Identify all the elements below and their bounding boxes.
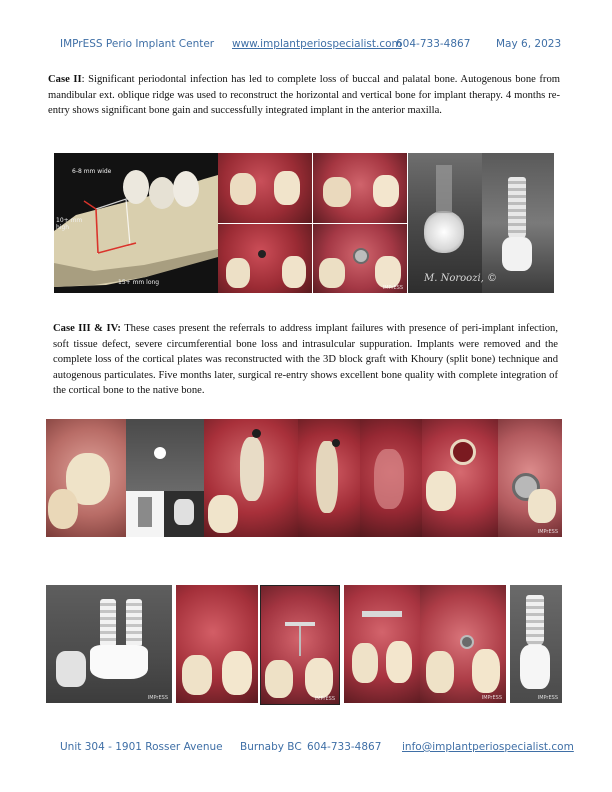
clinical-photo-case4-2 <box>260 585 340 705</box>
watermark-logo: IMPrESS <box>382 285 403 291</box>
xray-case4-1 <box>46 585 172 703</box>
clinical-photo-case3-6 <box>498 419 562 537</box>
email-link[interactable]: info@implantperiospecialist.com <box>402 741 574 753</box>
clinical-photo-case3-3 <box>298 419 360 537</box>
clinical-photo-case4-1 <box>176 585 258 703</box>
header-date: May 6, 2023 <box>496 38 562 50</box>
footer-phone: 604-733-4867 <box>307 741 382 753</box>
watermark-logo: IMPrESS <box>147 695 168 701</box>
xray-case3-1 <box>126 419 204 491</box>
website-link[interactable]: www.implantperiospecialist.com <box>232 38 402 50</box>
height-label: 10+ mm high <box>56 217 83 231</box>
watermark-logo: IMPrESS <box>537 529 558 535</box>
case-3-4-text: These cases present the referrals to address implant failures with presence of peri-implant infection, soft tissue defect, severe circumferential bone loss and intrasulcular suppuration. Implants were removed and the complete loss of the cortical plates was reconstructed with the 3D block graft with Khoury (split bone) technique and autogenous particulates. Five months later, surgical re-entry shows excellent bone quality with complete integration of the cortical bone to the native bone. <box>53 323 558 396</box>
clinical-photo-case4-3 <box>344 585 420 703</box>
watermark-logo: IMPrESS <box>537 695 558 701</box>
width-label: 6-8 mm wide <box>72 168 112 175</box>
case-3-4-paragraph <box>53 321 558 399</box>
xray-case3-3 <box>164 491 204 537</box>
clinical-photo-case3-4 <box>360 419 422 537</box>
xray-case2-1 <box>408 153 482 293</box>
length-label: 15+ mm long <box>118 279 160 286</box>
header-url[interactable] <box>232 38 402 50</box>
footer-email[interactable] <box>402 741 574 753</box>
jaw-bone-diagram <box>54 153 218 293</box>
case-2-text: : Significant periodontal infection has led to complete loss of buccal and palatal bone. Autogenous bone from mandibular ext. oblique ridge was used to reconstruct the horizontal and vertical bone for implant therapy. 4 months re-entry shows significant bone gain and successfully integrated implant in the anterior maxilla. <box>48 74 560 116</box>
xray-case3-2 <box>126 491 164 537</box>
footer-address: Unit 304 - 1901 Rosser Avenue <box>60 741 223 753</box>
xray-case2-2 <box>424 153 554 293</box>
clinical-photo-case2-2 <box>313 153 407 223</box>
clinical-photo-case2-3 <box>218 224 312 293</box>
header-phone: 604-733-4867 <box>396 38 471 50</box>
clinical-photo-case2-4 <box>313 224 407 293</box>
clinical-photo-case2-1 <box>218 153 312 223</box>
clinical-photo-case3-5 <box>422 419 498 537</box>
watermark-logo: IMPrESS <box>314 696 335 702</box>
clinical-photo-case4-4 <box>420 585 506 703</box>
xray-case4-2 <box>510 585 562 703</box>
clinical-photo-case3-1 <box>46 419 126 537</box>
header-org: IMPrESS Perio Implant Center <box>60 38 215 50</box>
case-2-paragraph <box>48 72 560 119</box>
case-2-label: Case II <box>48 74 82 85</box>
footer-city: Burnaby BC <box>240 741 302 753</box>
clinical-photo-case3-2 <box>204 419 298 537</box>
case-3-4-label: Case III & IV: <box>53 323 121 334</box>
watermark-logo: IMPrESS <box>481 695 502 701</box>
photographer-signature: M. Noroozi, © <box>424 273 498 284</box>
